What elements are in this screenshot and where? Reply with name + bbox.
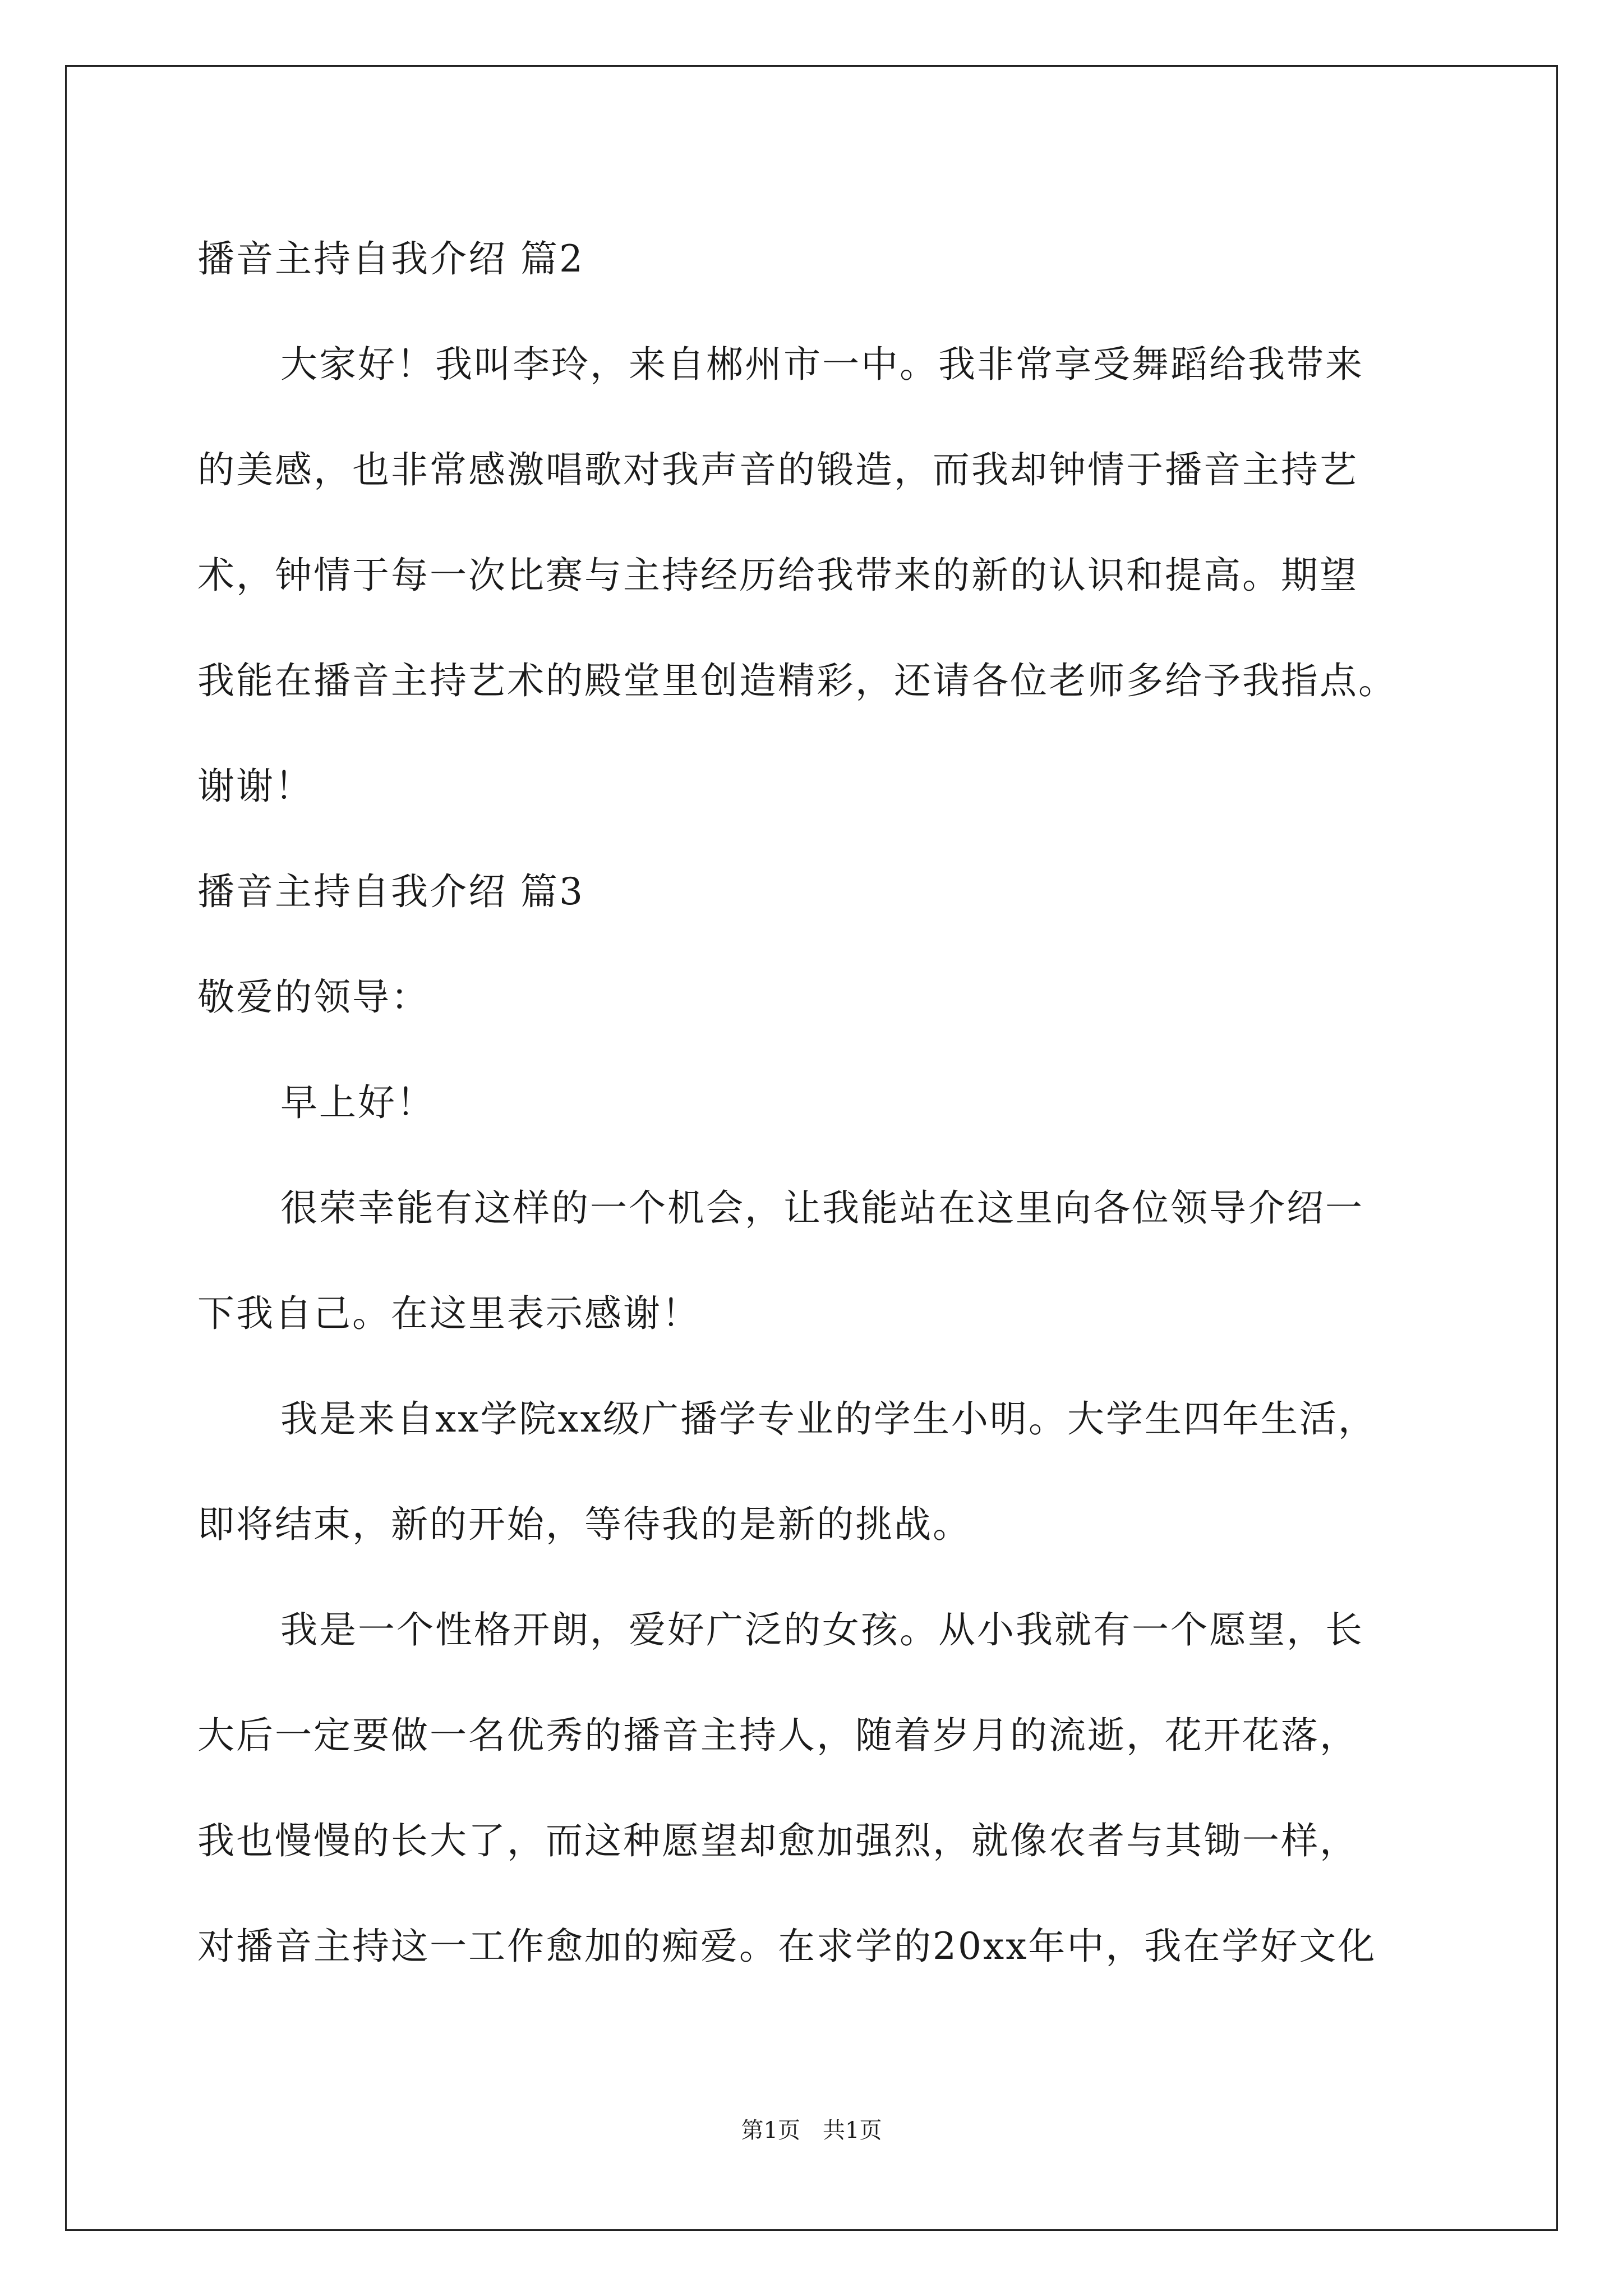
paragraph-line: 我是来自xx学院xx级广播学专业的学生小明。大学生四年生活， [280,1397,1377,1441]
paragraph-line: 我能在播音主持艺术的殿堂里创造精彩，还请各位老师多给予我指点。 [197,659,1397,702]
paragraph-line: 下我自己。在这里表示感谢！ [197,1292,700,1335]
paragraph-line: 很荣幸能有这样的一个机会，让我能站在这里向各位领导介绍一 [280,1186,1364,1230]
paragraph-line: 大家好！我叫李玲，来自郴州市一中。我非常享受舞蹈给我带来 [280,343,1364,386]
paragraph-line: 谢谢！ [197,765,313,808]
document-body [197,206,1431,1999]
page-number: 第1页 [741,2118,800,2143]
paragraph-line: 我是一个性格开朗，爱好广泛的女孩。从小我就有一个愿望，长 [280,1608,1364,1651]
paragraph-line: 的美感，也非常感激唱歌对我声音的锻造，而我却钟情于播音主持艺 [197,448,1358,491]
paragraph-line: 即将结束，新的开始，等待我的是新的挑战。 [197,1503,971,1546]
paragraph-line: 对播音主持这一工作愈加的痴爱。在求学的20xx年中，我在学好文化 [197,1925,1377,1968]
section-heading-3: 播音主持自我介绍 篇3 [197,870,584,913]
page-footer [0,2114,1623,2147]
salutation: 敬爱的领导： [197,976,430,1019]
page-total: 共1页 [823,2118,882,2143]
paragraph-line: 我也慢慢的长大了，而这种愿望却愈加强烈，就像农者与其锄一样， [197,1819,1358,1862]
greeting: 早上好！ [280,1081,435,1124]
paragraph-line: 术，钟情于每一次比赛与主持经历给我带来的新的认识和提高。期望 [197,554,1358,597]
paragraph-line: 大后一定要做一名优秀的播音主持人，随着岁月的流逝，花开花落， [197,1714,1358,1757]
section-heading-2: 播音主持自我介绍 篇2 [197,237,584,280]
